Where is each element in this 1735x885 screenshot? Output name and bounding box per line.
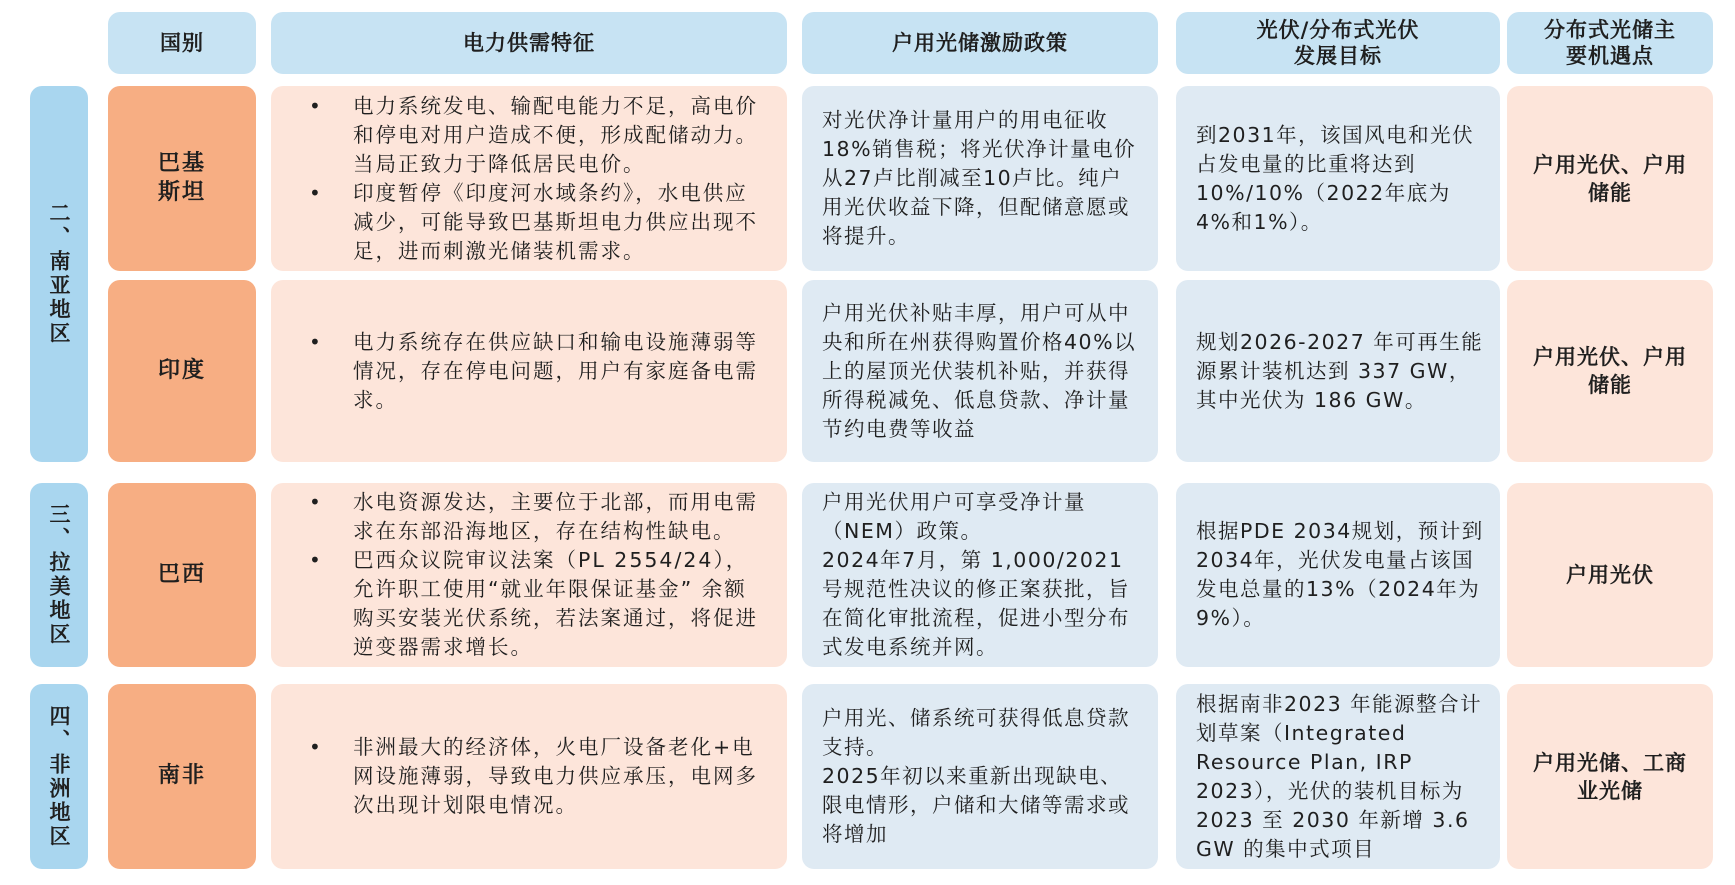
policy-india — [802, 280, 1158, 462]
policy-text: 户用光伏用户可享受净计量（NEM）政策。 2024年7月，第 1,000/2021 号规范性决议的修正案获批，旨在简化审批流程，促进小型分布式发电系统并网。 — [822, 490, 1130, 659]
opportunity-pakistan — [1507, 86, 1713, 271]
bullet-item: • 电力系统发电、输配电能力不足，高电价和停电对用户造成不便，形成配储动力。当局正致力于降低居民电价。 — [291, 92, 769, 179]
supply-demand-list — [291, 733, 769, 820]
header-supply-demand-label: 电力供需特征 — [463, 30, 595, 55]
header-policy-label: 户用光储激励政策 — [892, 30, 1068, 55]
target-text: 规划2026-2027 年可再生能源累计装机达到 337 GW，其中光伏为 186 GW。 — [1196, 329, 1484, 412]
region-africa-label: 四、非洲地区 — [47, 704, 71, 849]
header-country — [108, 12, 256, 74]
policy-south-africa — [802, 684, 1158, 869]
supply-demand-brazil — [271, 483, 787, 667]
policy-brazil — [802, 483, 1158, 667]
opportunity-brazil — [1507, 483, 1713, 667]
bullet-item: • 水电资源发达，主要位于北部，而用电需求在东部沿海地区，存在结构性缺电。 — [291, 488, 769, 546]
bullet-item: • 巴西众议院审议法案（PL 2554/24），允许职工使用“就业年限保证基金” 余额购买安装光伏系统，若法案通过，将促进逆变器需求增长。 — [291, 546, 769, 662]
policy-text: 对光伏净计量用户的用电征收18%销售税；将光伏净计量电价从27卢比削减至10卢比。纯户用光伏收益下降，但配储意愿或将提升。 — [822, 108, 1137, 248]
bullet-item: • 电力系统存在供应缺口和输电设施薄弱等情况，存在停电问题，用户有家庭备电需求。 — [291, 328, 769, 415]
bullet-item: • 印度暂停《印度河水域条约》，水电供应减少，可能导致巴基斯坦电力供应出现不足，进而刺激光储装机需求。 — [291, 179, 769, 266]
supply-demand-list — [291, 328, 769, 415]
opportunity-india — [1507, 280, 1713, 462]
supply-demand-list — [291, 488, 769, 662]
header-opportunity — [1507, 12, 1713, 74]
header-target — [1176, 12, 1500, 74]
region-africa — [30, 684, 88, 869]
header-country-label: 国别 — [160, 30, 204, 55]
country-india: 印度 — [108, 280, 256, 462]
supply-demand-india — [271, 280, 787, 462]
target-text: 根据PDE 2034规划，预计到2034年，光伏发电量占该国发电总量的13%（2024年为9%）。 — [1196, 519, 1484, 630]
opportunity-text: 户用光伏、户用储能 — [1533, 152, 1687, 205]
target-brazil — [1176, 483, 1500, 667]
header-target-label: 光伏/分布式光伏 发展目标 — [1256, 17, 1420, 68]
policy-text: 户用光、储系统可获得低息贷款支持。 2025年初以来重新出现缺电、限电情形，户储和大储等需求或将增加 — [822, 706, 1130, 846]
target-india — [1176, 280, 1500, 462]
opportunity-south-africa — [1507, 684, 1713, 869]
region-latin-america-label: 三、拉美地区 — [47, 503, 71, 647]
header-opportunity-label: 分布式光储主 要机遇点 — [1544, 17, 1676, 68]
target-pakistan — [1176, 86, 1500, 271]
region-latin-america — [30, 483, 88, 667]
opportunity-text: 户用光储、工商业光储 — [1533, 750, 1687, 803]
region-south-asia-label: 二、南亚地区 — [47, 202, 71, 346]
target-south-africa — [1176, 684, 1500, 869]
supply-demand-pakistan — [271, 86, 787, 271]
target-text: 到2031年，该国风电和光伏占发电量的比重将达到10%/10%（2022年底为4%和1%）。 — [1196, 122, 1475, 234]
country-pakistan: 巴基 斯坦 — [108, 86, 256, 271]
bullet-item: • 非洲最大的经济体，火电厂设备老化+电网设施薄弱，导致电力供应承压，电网多次出现计划限电情况。 — [291, 733, 769, 820]
policy-text: 户用光伏补贴丰厚，用户可从中央和所在州获得购置价格40%以上的屋顶光伏装机补贴，并获得所得税减免、低息贷款、净计量节约电费等收益 — [822, 300, 1137, 441]
region-south-asia — [30, 86, 88, 462]
target-text: 根据南非2023 年能源整合计划草案（Integrated Resource Plan, IRP 2023），光伏的装机目标为 2023 至 2030 年新增 3.6 GW 的集中式项目 — [1196, 691, 1483, 861]
country-brazil: 巴西 — [108, 483, 256, 667]
policy-pakistan — [802, 86, 1158, 271]
supply-demand-south-africa — [271, 684, 787, 869]
opportunity-text: 户用光伏 — [1566, 563, 1654, 587]
header-supply-demand — [271, 12, 787, 74]
opportunity-text: 户用光伏、户用储能 — [1533, 345, 1687, 397]
header-policy — [802, 12, 1158, 74]
supply-demand-list — [291, 92, 769, 266]
country-south-africa: 南非 — [108, 684, 256, 869]
